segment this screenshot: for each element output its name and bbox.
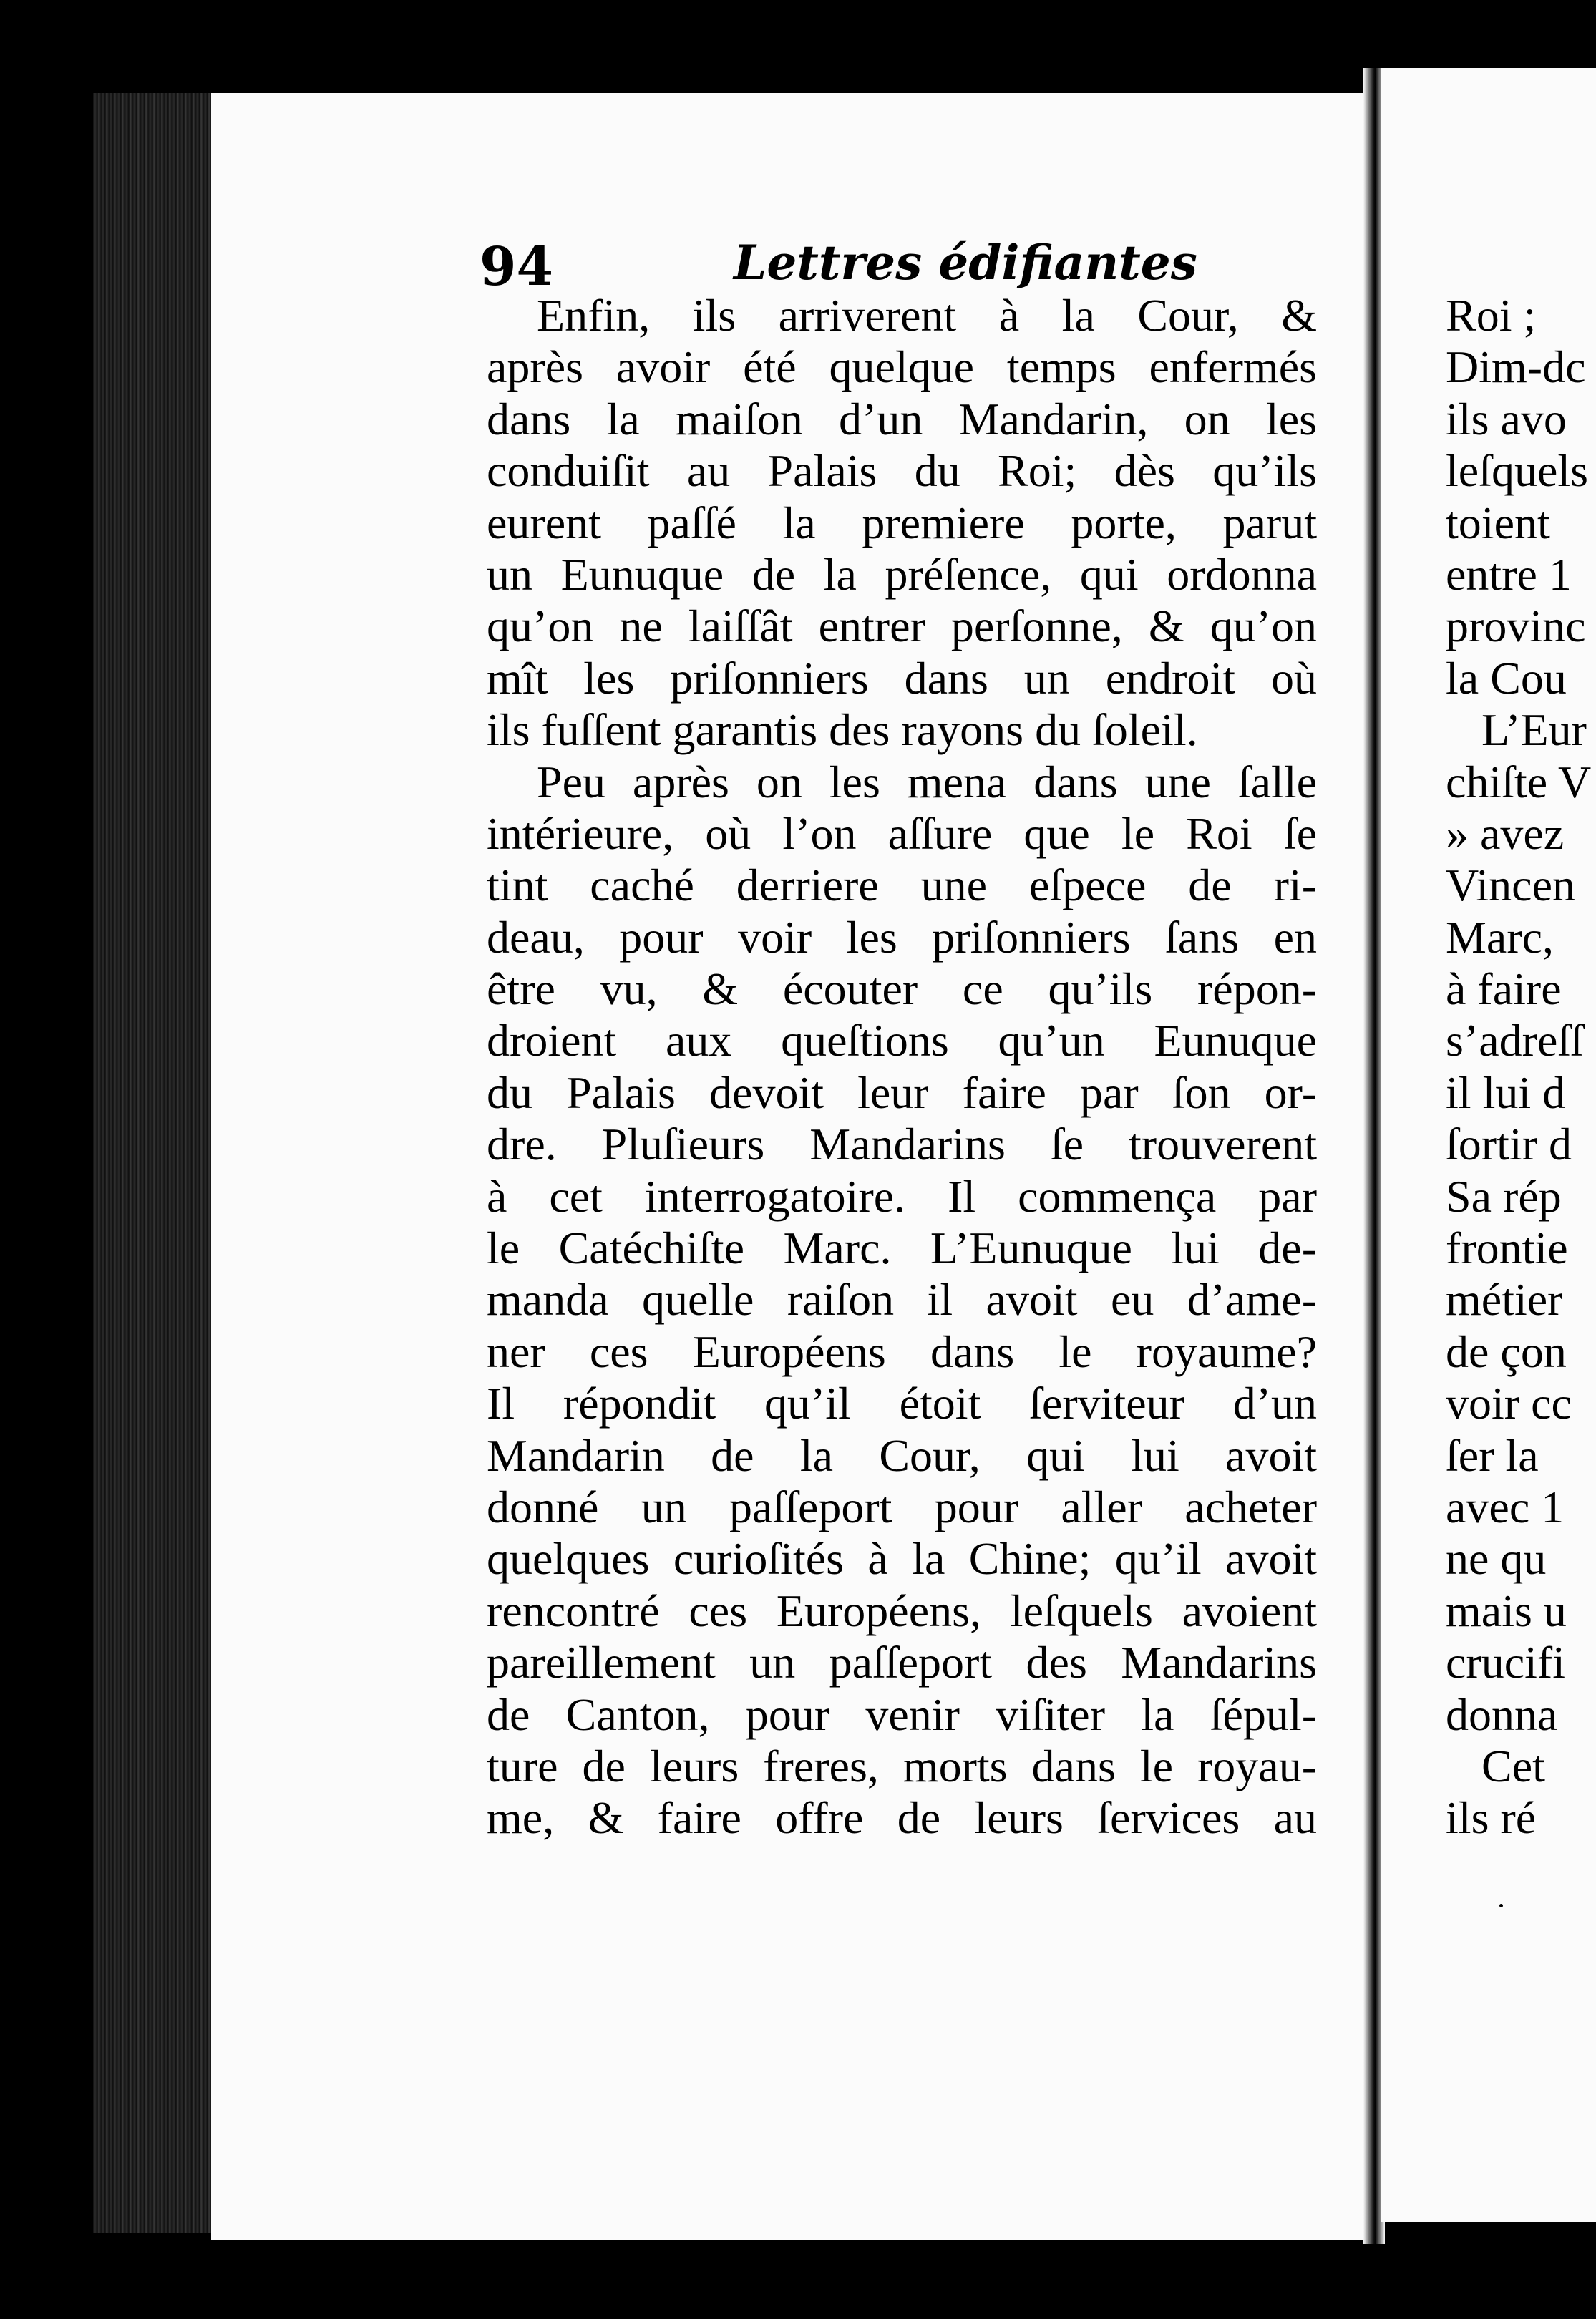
text-line: leſquels	[1446, 445, 1589, 497]
right-page-body	[1446, 290, 1596, 1844]
ink-speck	[27, 1700, 34, 1706]
text-line: mais u	[1446, 1585, 1567, 1636]
text-line: eurent paſſé la premiere porte, parut	[487, 497, 1317, 548]
text-line: mît les priſonniers dans un endroit où	[487, 652, 1317, 704]
text-line: Marc,	[1446, 911, 1554, 963]
page-edges	[93, 93, 215, 2233]
text-line: deau, pour voir les priſonniers ſans en	[487, 911, 1317, 963]
text-line: dans la maiſon d’un Mandarin, on les	[487, 393, 1317, 444]
text-line: du Palais devoit leur faire par ſon or-	[487, 1066, 1317, 1118]
text-line: entre 1	[1446, 548, 1572, 600]
text-line: rencontré ces Européens, leſquels avoient	[487, 1585, 1317, 1636]
text-line: le Catéchiſte Marc. L’Eunuque lui de-	[487, 1222, 1317, 1274]
text-line: ils avo	[1446, 393, 1567, 444]
text-line: Cet	[1481, 1740, 1545, 1791]
text-line: L’Eur	[1481, 704, 1587, 756]
text-line: » avez	[1446, 807, 1565, 859]
page-number: 94	[480, 236, 553, 298]
text-line: ils fuſſent garantis des rayons du ſoleil.	[487, 704, 1198, 756]
text-line: donné un paſſeport pour aller acheter	[487, 1481, 1317, 1532]
text-line: la Cou	[1446, 652, 1567, 704]
text-line: ſer la	[1446, 1429, 1539, 1481]
text-line: droient aux queſtions qu’un Eunuque	[487, 1015, 1317, 1066]
text-line: Mandarin de la Cour, qui lui avoit	[487, 1429, 1317, 1481]
text-line: manda quelle raiſon il avoit eu d’ame-	[487, 1274, 1317, 1326]
text-line: toient	[1446, 497, 1550, 548]
text-line: pareillement un paſſeport des Mandarins	[487, 1637, 1317, 1688]
text-line: ner ces Européens dans le royaume?	[487, 1326, 1317, 1377]
text-line: ſortir d	[1446, 1119, 1572, 1170]
text-line: s’adreſſ	[1446, 1015, 1583, 1066]
text-line: Vincen	[1446, 860, 1575, 911]
text-line: Dim-dc	[1446, 341, 1586, 393]
text-line: après avoir été quelque temps enfermés	[487, 341, 1317, 393]
text-line: crucifi	[1446, 1637, 1565, 1688]
text-line: de çon	[1446, 1326, 1567, 1377]
text-line: de Canton, pour venir viſiter la ſépul-	[487, 1688, 1317, 1740]
text-line: Enfin, ils arriverent à la Cour, &	[537, 290, 1317, 341]
text-line: Roi ;	[1446, 290, 1537, 341]
text-line: à cet interrogatoire. Il commença par	[487, 1170, 1317, 1222]
ink-speck	[1499, 1904, 1503, 1907]
text-line: voir cc	[1446, 1378, 1572, 1429]
text-line: ture de leurs freres, morts dans le royau-	[487, 1740, 1317, 1791]
ink-speck	[977, 29, 981, 36]
text-line: métier	[1446, 1274, 1563, 1326]
running-title: Lettres édifiantes	[734, 235, 1197, 291]
text-line: chiſte V	[1446, 756, 1592, 807]
text-line: Peu après on les mena dans une ſalle	[537, 756, 1317, 807]
text-line: qu’on ne laiſſât entrer perſonne, & qu’on	[487, 601, 1317, 652]
text-line: à faire	[1446, 963, 1562, 1015]
text-line: donna	[1446, 1688, 1558, 1740]
text-line: frontie	[1446, 1222, 1568, 1274]
text-line: il lui d	[1446, 1066, 1566, 1118]
text-line: avec 1	[1446, 1481, 1565, 1532]
text-line: dre. Pluſieurs Mandarins ſe trouverent	[487, 1119, 1317, 1170]
text-line: être vu, & écouter ce qu’ils répon-	[487, 963, 1317, 1015]
left-page-body	[487, 290, 1317, 1844]
text-line: Sa rép	[1446, 1170, 1562, 1222]
text-line: me, & faire offre de leurs ſervices au	[487, 1792, 1317, 1844]
text-line: ils ré	[1446, 1792, 1537, 1844]
text-line: ne qu	[1446, 1533, 1547, 1585]
text-line: quelques curioſités à la Chine; qu’il avoit	[487, 1533, 1317, 1585]
text-line: conduiſit au Palais du Roi; dès qu’ils	[487, 445, 1317, 497]
text-line: intérieure, où l’on aſſure que le Roi ſe	[487, 807, 1317, 859]
text-line: provinc	[1446, 601, 1586, 652]
text-line: un Eunuque de la préſence, qui ordonna	[487, 548, 1317, 600]
text-line: Il répondit qu’il étoit ſerviteur d’un	[487, 1378, 1317, 1429]
text-line: tint caché derriere une eſpece de ri-	[487, 860, 1317, 911]
